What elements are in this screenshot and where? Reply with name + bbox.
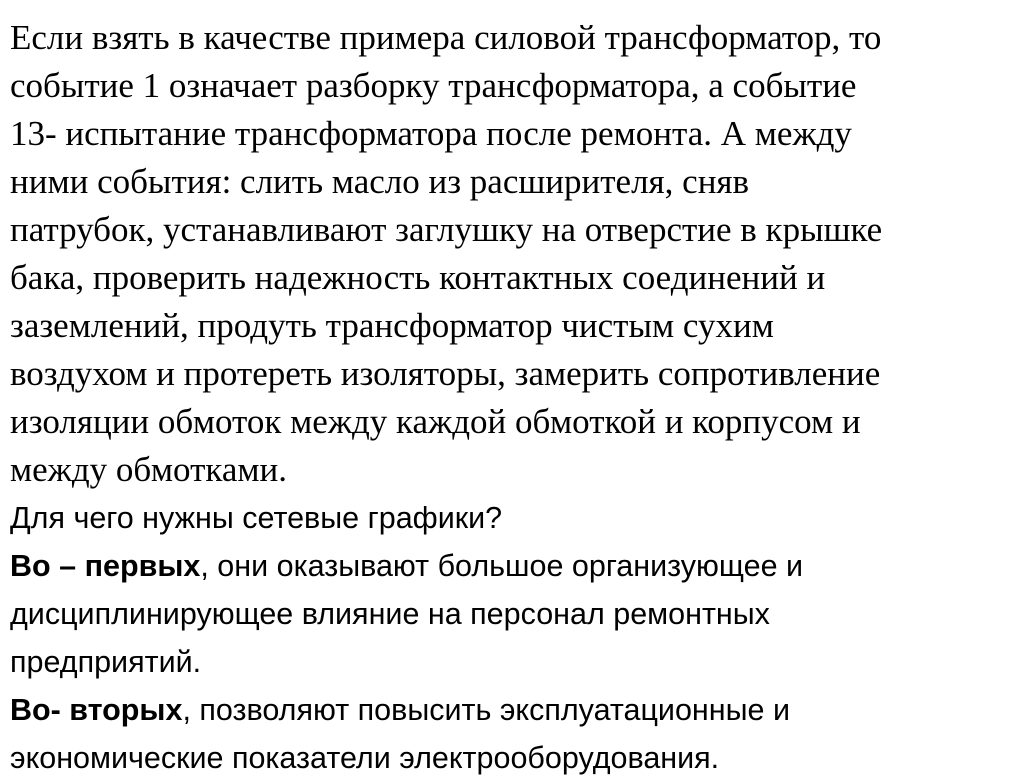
point-first xyxy=(10,542,1014,686)
point-first-lead: Во – первых xyxy=(10,549,201,583)
point-second-lead: Во- вторых xyxy=(10,693,183,727)
point-second-text: , позволяют повысить эксплуатационные и экономические показатели электрооборудования. xyxy=(10,693,791,775)
intro-paragraph: Если взять в качестве примера силовой трансформатор, то событие 1 означает разборку трансформатора, а событие 13- испытание трансформатора после ремонта. А между ними события: слить масло из расширителя, сняв патрубок, устанавливают заглушку на отверстие в крышке бака, проверить надежность контактных соединений и заземлений, продуть трансформатор чистым сухим воздухом и протереть изоляторы, замерить сопротивление изоляции обмоток между каждой обмоткой и корпусом и между обмотками. xyxy=(10,18,883,489)
question-line: Для чего нужны сетевые графики? xyxy=(10,501,503,535)
point-second xyxy=(10,686,1014,782)
point-first-text: , они оказывают большое организующее и дисциплинирующее влияние на персонал ремонтных предприятий. xyxy=(10,549,804,679)
slide-content xyxy=(10,14,1014,782)
